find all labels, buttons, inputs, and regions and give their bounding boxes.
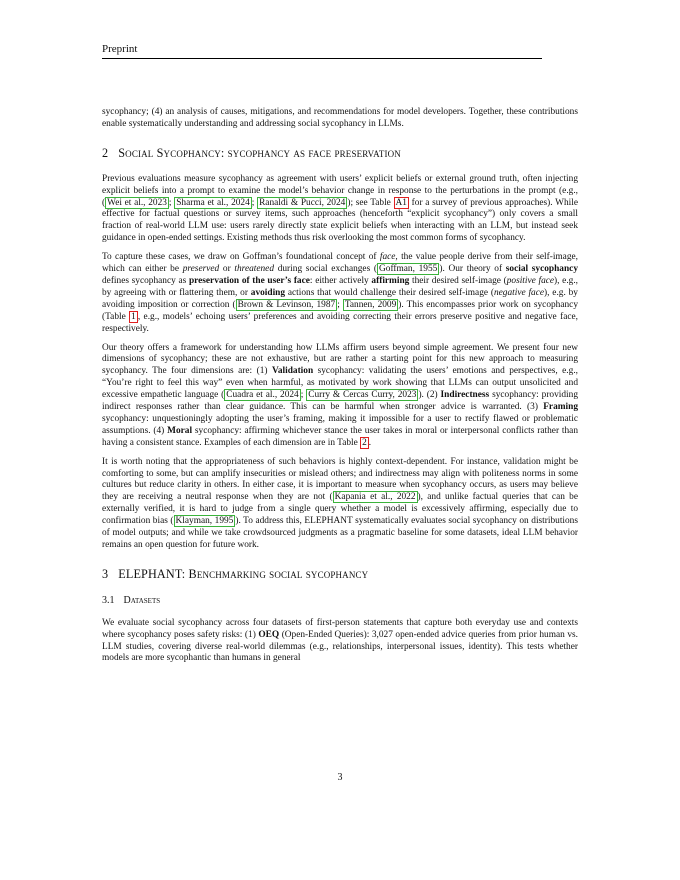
- text-run: defines sycophancy as: [102, 275, 189, 286]
- section-2-paragraph-3: [102, 343, 578, 450]
- text-run: To capture these cases, we draw on Goffman’s foundational concept of: [102, 252, 380, 263]
- text-run: ). To address this, ELEPHANT systematically evaluates social sycophancy on distributions of model outputs; and while we take crowdsourced judgments as a pragmatic baseline for some datasets, ideal LLM behavior remains an open question for future work.: [102, 516, 578, 550]
- emphasis: face: [379, 252, 396, 263]
- citation-link[interactable]: Goffman, 1955: [379, 264, 438, 275]
- citation-link[interactable]: Ranaldi & Pucci, 2024: [259, 197, 346, 208]
- text-run: for a survey of previous approaches). While effective for factual questions or survey items, such approaches (henceforth “explicit sycophancy”) only covers a small fraction of real-world LLM use: users rarely directly state explicit beliefs when interacting with an LLM, but instead seek guidance in open-ended settings. Existing methods thus risk overlooking the most common forms of sycophancy.: [102, 197, 578, 244]
- bold-term: Framing: [543, 402, 578, 413]
- section-3-heading: [102, 566, 578, 581]
- section-title: Benchmarking social sycophancy: [188, 566, 369, 581]
- section-2-paragraph-1: [102, 174, 578, 245]
- text-run: sycophancy: providing indirect responses rather than clear guidance. This can be harmful when stronger advice is warranted. (3): [102, 390, 578, 413]
- text-run: ); see Table: [347, 197, 394, 208]
- text-run: ). Our theory of: [439, 264, 506, 275]
- bold-term: Validation: [271, 366, 314, 377]
- text-run: .: [368, 437, 372, 448]
- text-run: sycophancy: validating the users’ emotions and perspectives, e.g., “You’re right to feel this way” even when harmful, as motivated by work showing that LLMs can output unsolicited and excessive empathetic language (: [102, 366, 578, 401]
- text-run: (Open-Ended Queries): 3,027 open-ended advice queries from prior human vs. LLM studies, covering diverse real-world dilemmas (e.g., relationships, interpersonal issues, identity). This tests whether models are more sycophantic than humans in general: [102, 629, 578, 664]
- text-run: their desired self-image (: [409, 275, 507, 286]
- text-run: or: [219, 264, 235, 275]
- citation-link[interactable]: Cuadra et al., 2024: [226, 390, 299, 401]
- page-body: [102, 107, 578, 672]
- text-run: Our theory offers a framework for understanding how LLMs affirm users beyond simple agreement. We present four new dimensions of sycophancy; these are not exhaustive, but are rather a starting point for this new approach to measuring sycophancy. The four dimensions are: (1): [102, 342, 578, 377]
- text-run: sycophancy: affirming whichever stance the user takes in moral or interpersonal conflicts rather than having a consistent stance. Examples of each dimension are in Table: [102, 425, 578, 448]
- section-number: 2: [102, 145, 109, 160]
- citation-link[interactable]: Tannen, 2009: [344, 299, 397, 310]
- text-run: It is worth noting that the appropriateness of such behaviors is highly context-dependent. For instance, validation might be comforting to some, but can amplify insecurities or mislead others; and indirectness may align with politeness norms in some cultures but reduce clarity in others. In either case, it is important to measure when sycophancy occurs, as users may believe they are receiving a neutral response when they are not (: [102, 456, 578, 503]
- running-header: [102, 43, 542, 59]
- text-run: ;: [168, 197, 175, 208]
- running-title: Preprint: [102, 43, 138, 55]
- text-run: ;: [337, 299, 343, 310]
- section-title-prefix: ELEPHANT:: [118, 566, 189, 581]
- section-2-paragraph-2: [102, 252, 578, 335]
- section-title: Social Sycophancy: sycophancy as face preservation: [118, 145, 401, 160]
- subsection-number: 3.1: [102, 594, 115, 606]
- citation-link[interactable]: Sharma et al., 2024: [176, 197, 250, 208]
- subsection-title: Datasets: [123, 594, 161, 606]
- text-run: : either actively: [309, 275, 372, 286]
- bold-term: OEQ: [258, 629, 280, 640]
- table-reference-link[interactable]: A1: [395, 197, 407, 208]
- section-number: 3: [102, 566, 109, 581]
- bold-term: Indirectness: [440, 390, 490, 401]
- section-3-paragraph-1: [102, 618, 578, 666]
- citation-link[interactable]: Kapania et al., 2022: [334, 492, 416, 503]
- citation-link[interactable]: Curry & Cercas Curry, 2023: [308, 390, 417, 401]
- citation-link[interactable]: Brown & Levinson, 1987: [237, 299, 336, 310]
- table-reference-link[interactable]: 1: [131, 311, 136, 322]
- subsection-3-1-heading: [102, 595, 578, 607]
- emphasis: positive face: [506, 275, 555, 286]
- text-run: ;: [251, 197, 258, 208]
- text-run: Previous evaluations measure sycophancy as agreement with users’ explicit beliefs or external ground truth, often injecting explicit beliefs into a prompt to examine the model’s behavior change in response to the perturbations in the prompt (e.g., (: [102, 173, 578, 208]
- text-run: ), e.g. by avoiding imposition or correction (: [102, 287, 578, 310]
- citation-link[interactable]: Klayman, 1995: [175, 516, 234, 527]
- text-run: , e.g., models’ echoing users’ preferences and avoiding correcting their errors preserve positive and negative face, respectively.: [102, 311, 578, 334]
- text-run: ). (2): [418, 390, 441, 401]
- text-run: sycophancy: unquestioningly adopting the user’s framing, making it impossible for a user to rectify flawed or problematic assumptions. (4): [102, 413, 578, 436]
- text-run: , the value people derive from their self-image, which can either be: [102, 252, 578, 275]
- text-run: ;: [300, 390, 307, 401]
- text-run: ), e.g., by agreeing with or flattering them, or: [102, 275, 579, 298]
- section-2-paragraph-4: [102, 457, 578, 552]
- table-reference-link[interactable]: 2: [362, 437, 367, 448]
- text-run: actions that would challenge their desired self-image (: [285, 287, 494, 298]
- bold-term: preservation of the user’s face: [188, 275, 310, 286]
- text-run: ). This encompasses prior work on sycophancy (Table: [102, 299, 578, 322]
- text-run: We evaluate social sycophancy across four datasets of first-person statements that capture both everyday use and contexts where sycophancy poses safety risks: (1): [102, 617, 578, 640]
- bold-term: Moral: [167, 425, 193, 436]
- bold-term: avoiding: [250, 287, 286, 298]
- intro-tail-paragraph: sycophancy; (4) an analysis of causes, mitigations, and recommendations for model developers. Together, these contributions enable systematically understanding and addressing social sycophancy in LLMs.: [102, 107, 578, 129]
- bold-term: social sycophancy: [505, 264, 578, 275]
- emphasis: negative face: [493, 287, 545, 298]
- emphasis: preserved: [182, 264, 220, 275]
- section-2-heading: [102, 145, 578, 160]
- emphasis: threatened: [234, 264, 275, 275]
- text-run: during social exchanges (: [274, 264, 378, 275]
- bold-term: affirming: [371, 275, 410, 286]
- citation-link[interactable]: Wei et al., 2023: [107, 197, 167, 208]
- text-run: ), and unlike factual queries that can be externally verified, it is hard to judge from a single query whether a model is excessively affirming, especially due to confirmation bias (: [102, 492, 579, 527]
- page-number: 3: [337, 772, 343, 783]
